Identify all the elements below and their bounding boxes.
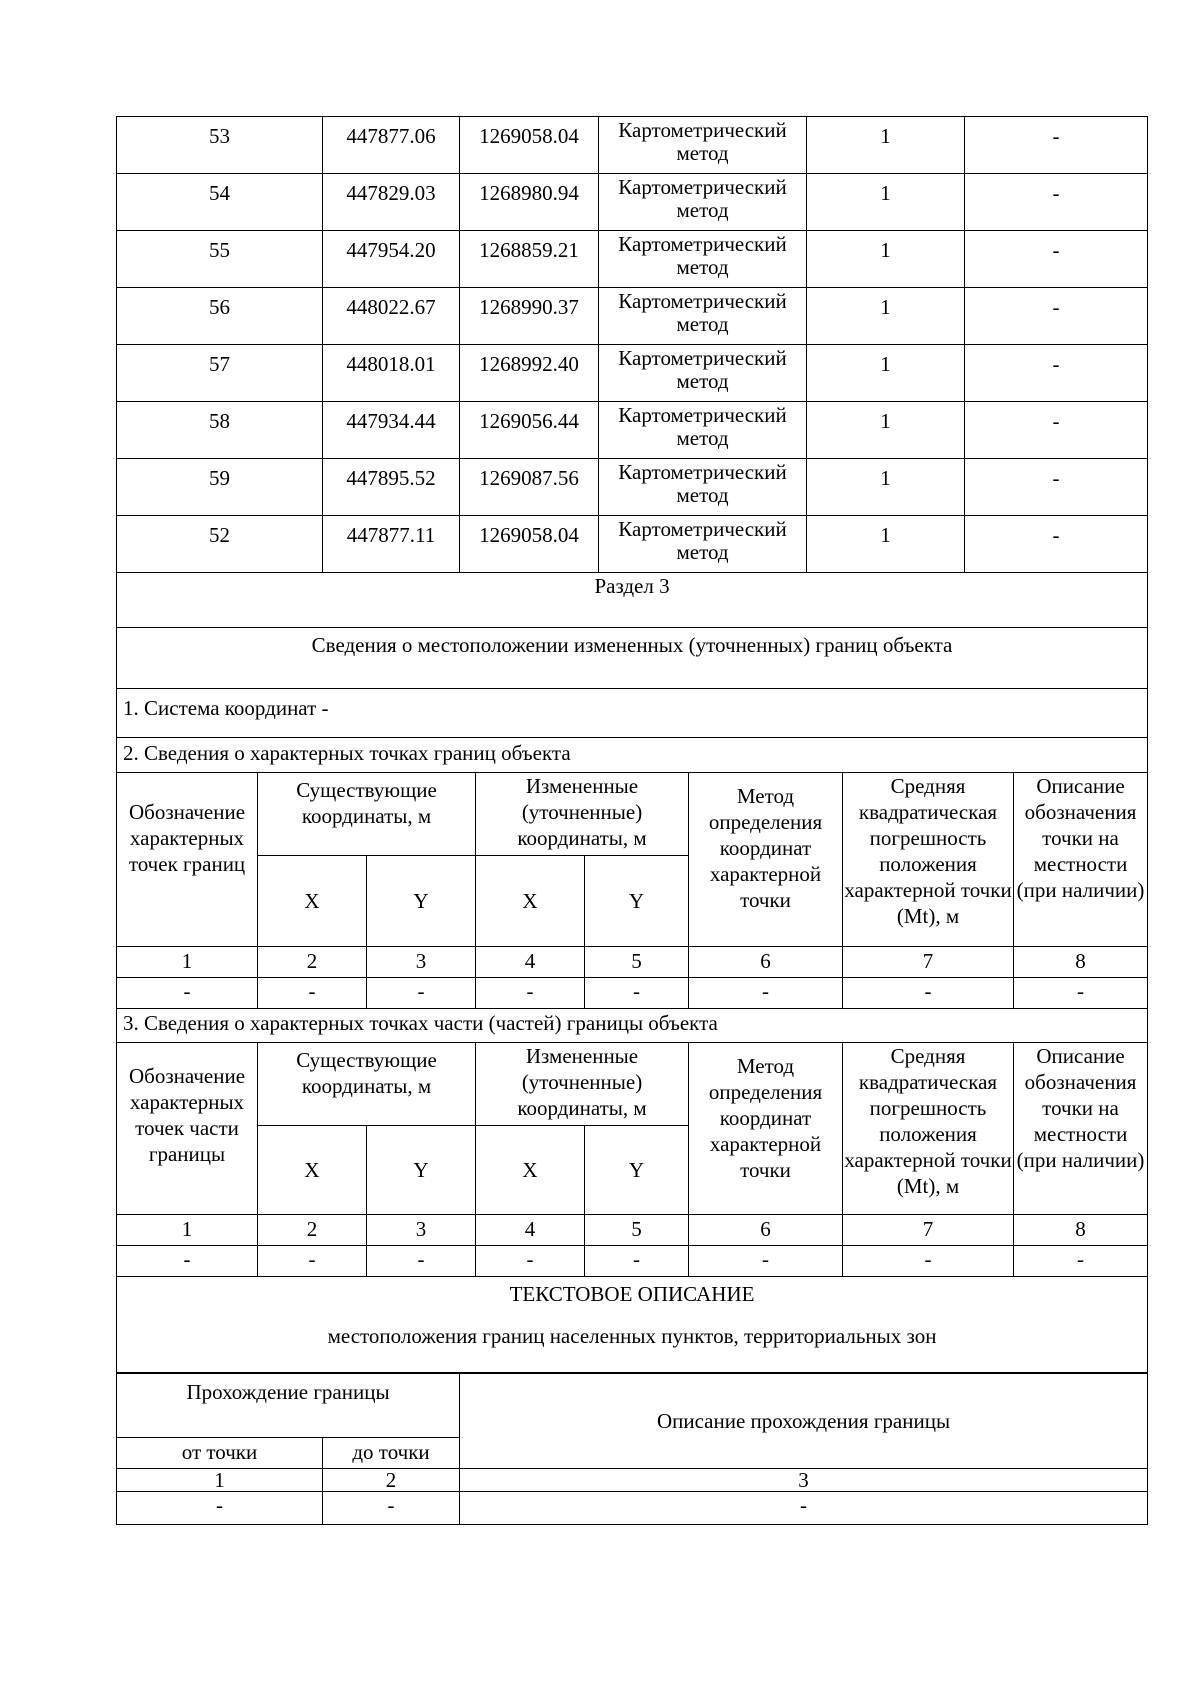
column-number: 3: [367, 1214, 476, 1245]
dash-cell: -: [367, 1245, 476, 1276]
table-row: [117, 231, 1148, 288]
description-cell: -: [965, 288, 1148, 345]
header-changed-parts: Измененные (уточненные) координаты, м: [476, 1042, 689, 1125]
accuracy-cell: 1: [807, 174, 965, 231]
accuracy-cell: 1: [807, 288, 965, 345]
dash-cell: -: [585, 1245, 689, 1276]
description-cell: -: [965, 231, 1148, 288]
header-method: Метод определения координат характерной точки: [689, 772, 843, 946]
column-number: 5: [585, 1214, 689, 1245]
header-method-parts: Метод определения координат характерной точки: [689, 1042, 843, 1214]
section3-table: [116, 572, 1148, 1374]
table-row: [117, 516, 1148, 573]
from-point-header: от точки: [117, 1438, 323, 1469]
header-existing-parts: Существующие координаты, м: [258, 1042, 476, 1125]
column-number: 8: [1014, 1214, 1148, 1245]
point-number: 55: [117, 231, 323, 288]
passage-description-header: Описание прохождения границы: [460, 1373, 1148, 1469]
text-description-title: ТЕКСТОВОЕ ОПИСАНИЕ: [509, 1281, 755, 1306]
column-number: 6: [689, 1214, 843, 1245]
x-coordinate: 447877.06: [323, 117, 460, 174]
description-cell: -: [965, 345, 1148, 402]
y-coordinate: 1268992.40: [460, 345, 599, 402]
point-number: 53: [117, 117, 323, 174]
method-cell: Картометрический метод: [599, 174, 807, 231]
y-coordinate: 1269056.44: [460, 402, 599, 459]
header-accuracy: Средняя квадратическая погрешность положения характерной точки (Mt), м: [843, 772, 1014, 946]
x-coordinate: 447877.11: [323, 516, 460, 573]
header-y-existing: Y: [367, 855, 476, 946]
description-cell: -: [965, 174, 1148, 231]
text-description-subtitle: местоположения границ населенных пунктов, территориальных зон: [327, 1323, 937, 1348]
y-coordinate: 1268980.94: [460, 174, 599, 231]
points-heading: 2. Сведения о характерных точках границ объекта: [117, 737, 1148, 772]
dash-cell: -: [117, 977, 258, 1008]
section-subtitle: Сведения о местоположении измененных (уточненных) границ объекта: [117, 627, 1148, 688]
point-number: 59: [117, 459, 323, 516]
parts-heading: 3. Сведения о характерных точках части (частей) границы объекта: [117, 1008, 1148, 1042]
point-number: 52: [117, 516, 323, 573]
y-coordinate: 1269058.04: [460, 117, 599, 174]
passage-dash: -: [323, 1492, 460, 1525]
method-cell: Картометрический метод: [599, 459, 807, 516]
passage-col-num: 3: [460, 1469, 1148, 1492]
point-number: 56: [117, 288, 323, 345]
column-number: 2: [258, 946, 367, 977]
accuracy-cell: 1: [807, 345, 965, 402]
accuracy-cell: 1: [807, 231, 965, 288]
accuracy-cell: 1: [807, 516, 965, 573]
empty-data-row: [117, 977, 1148, 1008]
x-coordinate: 447934.44: [323, 402, 460, 459]
column-number: 7: [843, 1214, 1014, 1245]
header-x-changed: X: [476, 855, 585, 946]
passage-dash: -: [460, 1492, 1148, 1525]
y-coordinate: 1269058.04: [460, 516, 599, 573]
boundary-passage-table: [116, 1372, 1148, 1525]
dash-cell: -: [117, 1245, 258, 1276]
dash-cell: -: [258, 1245, 367, 1276]
section-title: Раздел 3: [117, 572, 1148, 627]
column-number: 5: [585, 946, 689, 977]
dash-cell: -: [843, 1245, 1014, 1276]
method-cell: Картометрический метод: [599, 288, 807, 345]
description-cell: -: [965, 459, 1148, 516]
header-description-parts: Описание обозначения точки на местности (при наличии): [1014, 1042, 1148, 1214]
header-y-existing-parts: Y: [367, 1125, 476, 1214]
description-cell: -: [965, 117, 1148, 174]
x-coordinate: 447954.20: [323, 231, 460, 288]
y-coordinate: 1268990.37: [460, 288, 599, 345]
x-coordinate: 447829.03: [323, 174, 460, 231]
table-row: [117, 174, 1148, 231]
text-description-block: [117, 1276, 1148, 1373]
dash-cell: -: [1014, 1245, 1148, 1276]
passage-col-num: 2: [323, 1469, 460, 1492]
column-number-row: [117, 946, 1148, 977]
table-row: [117, 459, 1148, 516]
passage-dash: -: [117, 1492, 323, 1525]
column-number: 7: [843, 946, 1014, 977]
passage-col-num: 1: [117, 1469, 323, 1492]
empty-data-row: [117, 1245, 1148, 1276]
header-y-changed-parts: Y: [585, 1125, 689, 1214]
column-number: 1: [117, 1214, 258, 1245]
column-number: 4: [476, 1214, 585, 1245]
y-coordinate: 1268859.21: [460, 231, 599, 288]
method-cell: Картометрический метод: [599, 117, 807, 174]
dash-cell: -: [476, 977, 585, 1008]
point-number: 58: [117, 402, 323, 459]
x-coordinate: 447895.52: [323, 459, 460, 516]
column-number: 8: [1014, 946, 1148, 977]
document-page: [116, 116, 1147, 1525]
table-row: [117, 345, 1148, 402]
accuracy-cell: 1: [807, 117, 965, 174]
column-number: 6: [689, 946, 843, 977]
header-designation-parts: Обозначение характерных точек части границы: [117, 1042, 258, 1214]
method-cell: Картометрический метод: [599, 516, 807, 573]
x-coordinate: 448022.67: [323, 288, 460, 345]
accuracy-cell: 1: [807, 459, 965, 516]
to-point-header: до точки: [323, 1438, 460, 1469]
column-number: 1: [117, 946, 258, 977]
header-x-existing-parts: X: [258, 1125, 367, 1214]
passage-header: Прохождение границы: [117, 1373, 460, 1438]
dash-cell: -: [585, 977, 689, 1008]
header-description: Описание обозначения точки на местности (при наличии): [1014, 772, 1148, 946]
header-existing: Существующие координаты, м: [258, 772, 476, 855]
description-cell: -: [965, 516, 1148, 573]
dash-cell: -: [476, 1245, 585, 1276]
column-number-row: [117, 1214, 1148, 1245]
method-cell: Картометрический метод: [599, 345, 807, 402]
header-designation: Обозначение характерных точек границ: [117, 772, 258, 946]
description-cell: -: [965, 402, 1148, 459]
accuracy-cell: 1: [807, 402, 965, 459]
dash-cell: -: [843, 977, 1014, 1008]
header-changed: Измененные (уточненные) координаты, м: [476, 772, 689, 855]
table-row: [117, 117, 1148, 174]
x-coordinate: 448018.01: [323, 345, 460, 402]
y-coordinate: 1269087.56: [460, 459, 599, 516]
dash-cell: -: [689, 1245, 843, 1276]
header-x-existing: X: [258, 855, 367, 946]
header-y-changed: Y: [585, 855, 689, 946]
header-accuracy-parts: Средняя квадратическая погрешность положения характерной точки (Mt), м: [843, 1042, 1014, 1214]
column-number: 3: [367, 946, 476, 977]
dash-cell: -: [258, 977, 367, 1008]
point-number: 57: [117, 345, 323, 402]
method-cell: Картометрический метод: [599, 402, 807, 459]
header-x-changed-parts: X: [476, 1125, 585, 1214]
method-cell: Картометрический метод: [599, 231, 807, 288]
coordinate-system: 1. Система координат -: [117, 688, 1148, 737]
column-number: 2: [258, 1214, 367, 1245]
dash-cell: -: [367, 977, 476, 1008]
coordinates-table: [116, 116, 1148, 573]
dash-cell: -: [1014, 977, 1148, 1008]
dash-cell: -: [689, 977, 843, 1008]
column-number: 4: [476, 946, 585, 977]
table-row: [117, 402, 1148, 459]
table-row: [117, 288, 1148, 345]
point-number: 54: [117, 174, 323, 231]
